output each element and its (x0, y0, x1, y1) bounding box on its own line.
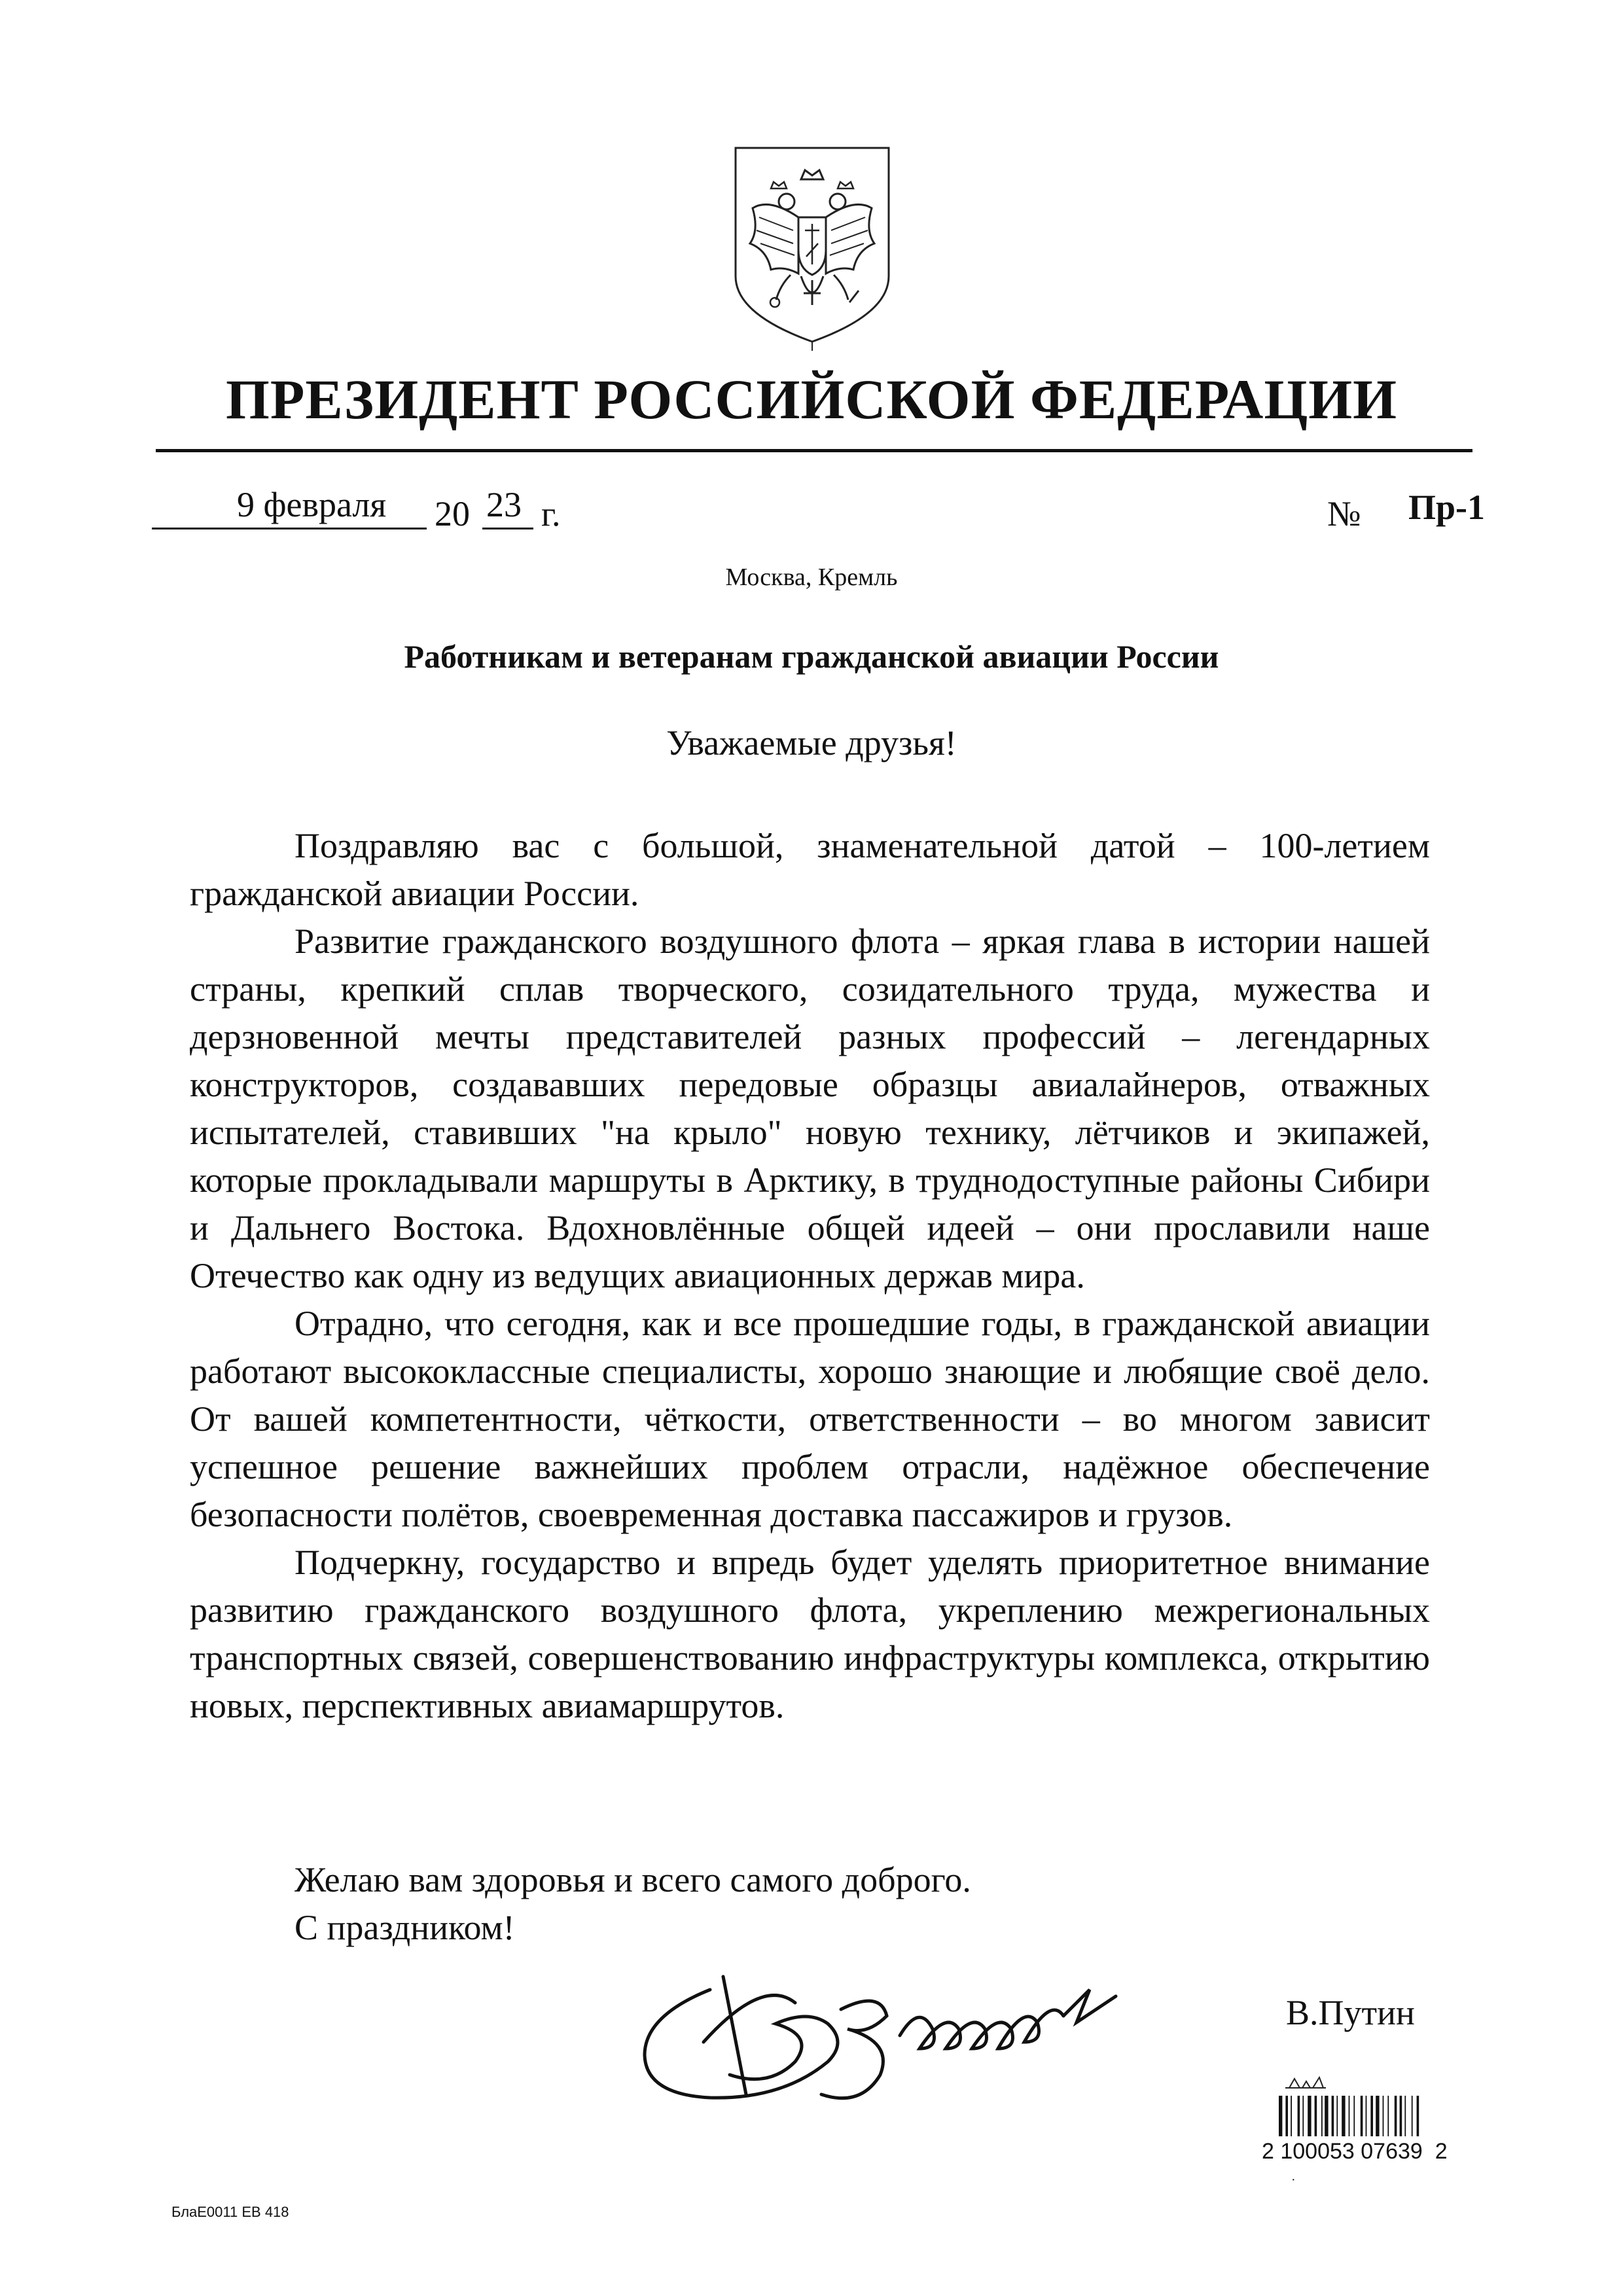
date-underline (152, 528, 427, 529)
letter-addressee: Работникам и ветеранам гражданской авиации России (404, 638, 1219, 675)
body-paragraph: Поздравляю вас с большой, знаменательной датой – 100-летием гражданской авиации России. (190, 826, 1430, 913)
signer-name: В.Путин (1286, 1993, 1415, 2032)
document-place: Москва, Кремль (725, 564, 898, 591)
closing-wish: Желаю вам здоровья и всего самого доброго. (294, 1860, 971, 1899)
body-paragraph: Отрадно, что сегодня, как и все прошедшие годы, в гражданской авиации работают высококлассные специалисты, хорошо знающие и любящие своё дело. От вашей компетентности, чёткости, ответственности – во многом зависит успешное решение важнейших проблем отрасли, надёжное обеспечение безопасности полётов, своевременная доставка пассажиров и грузов. (190, 1304, 1430, 1534)
body-paragraph: Развитие гражданского воздушного флота – яркая глава в истории нашей страны, крепкий сплав творческого, созидательного труда, мужества и дерзновенной мечты представителей разных профессий – легендарных конструкторов, создававших передовые образцы авиалайнеров, отважных испытателей, ставивших "на крыло" новую технику, лётчиков и экипажей, которые прокладывали маршруты в Арктику, в труднодоступные районы Сибири и Дальнего Востока. Вдохновлённые общей идеей – они прославили наше Отечество как одну из ведущих авиационных держав мира. (190, 922, 1430, 1295)
date-year: 23 (486, 485, 522, 524)
heading-divider (156, 449, 1472, 452)
letter-closing (294, 1856, 971, 1952)
body-paragraph: Подчеркну, государство и впредь будет уделять приоритетное внимание развитию гражданского воздушного флота, укреплению межрегиональных транспортных связей, совершенствованию инфраструктуры комплекса, открытию новых, перспективных авиамаршрутов. (190, 1543, 1430, 1725)
coat-of-arms-emblem (730, 145, 894, 352)
letter-salutation: Уважаемые друзья! (666, 723, 957, 762)
date-century: 20 (435, 494, 470, 533)
number-sign: № (1327, 494, 1361, 533)
date-day-month: 9 февраля (237, 485, 387, 524)
letter-body (190, 822, 1430, 1730)
year-underline (482, 528, 533, 529)
form-code: БлаЕ0011 ЕВ 418 (171, 2204, 289, 2220)
document-heading: ПРЕЗИДЕНТ РОССИЙСКОЙ ФЕДЕРАЦИИ (225, 368, 1398, 431)
document-barcode (1277, 2096, 1454, 2136)
closing-greeting: С праздником! (294, 1908, 515, 1947)
barcode-number: 2 100053 07639 2 (1262, 2139, 1448, 2164)
stamp-mark-icon (1283, 2075, 1329, 2090)
date-suffix: г. (541, 494, 561, 533)
handwritten-signature (632, 1964, 1221, 2114)
number-value: Пр-1 (1408, 488, 1486, 527)
barcode-dot: · (1291, 2173, 1296, 2187)
